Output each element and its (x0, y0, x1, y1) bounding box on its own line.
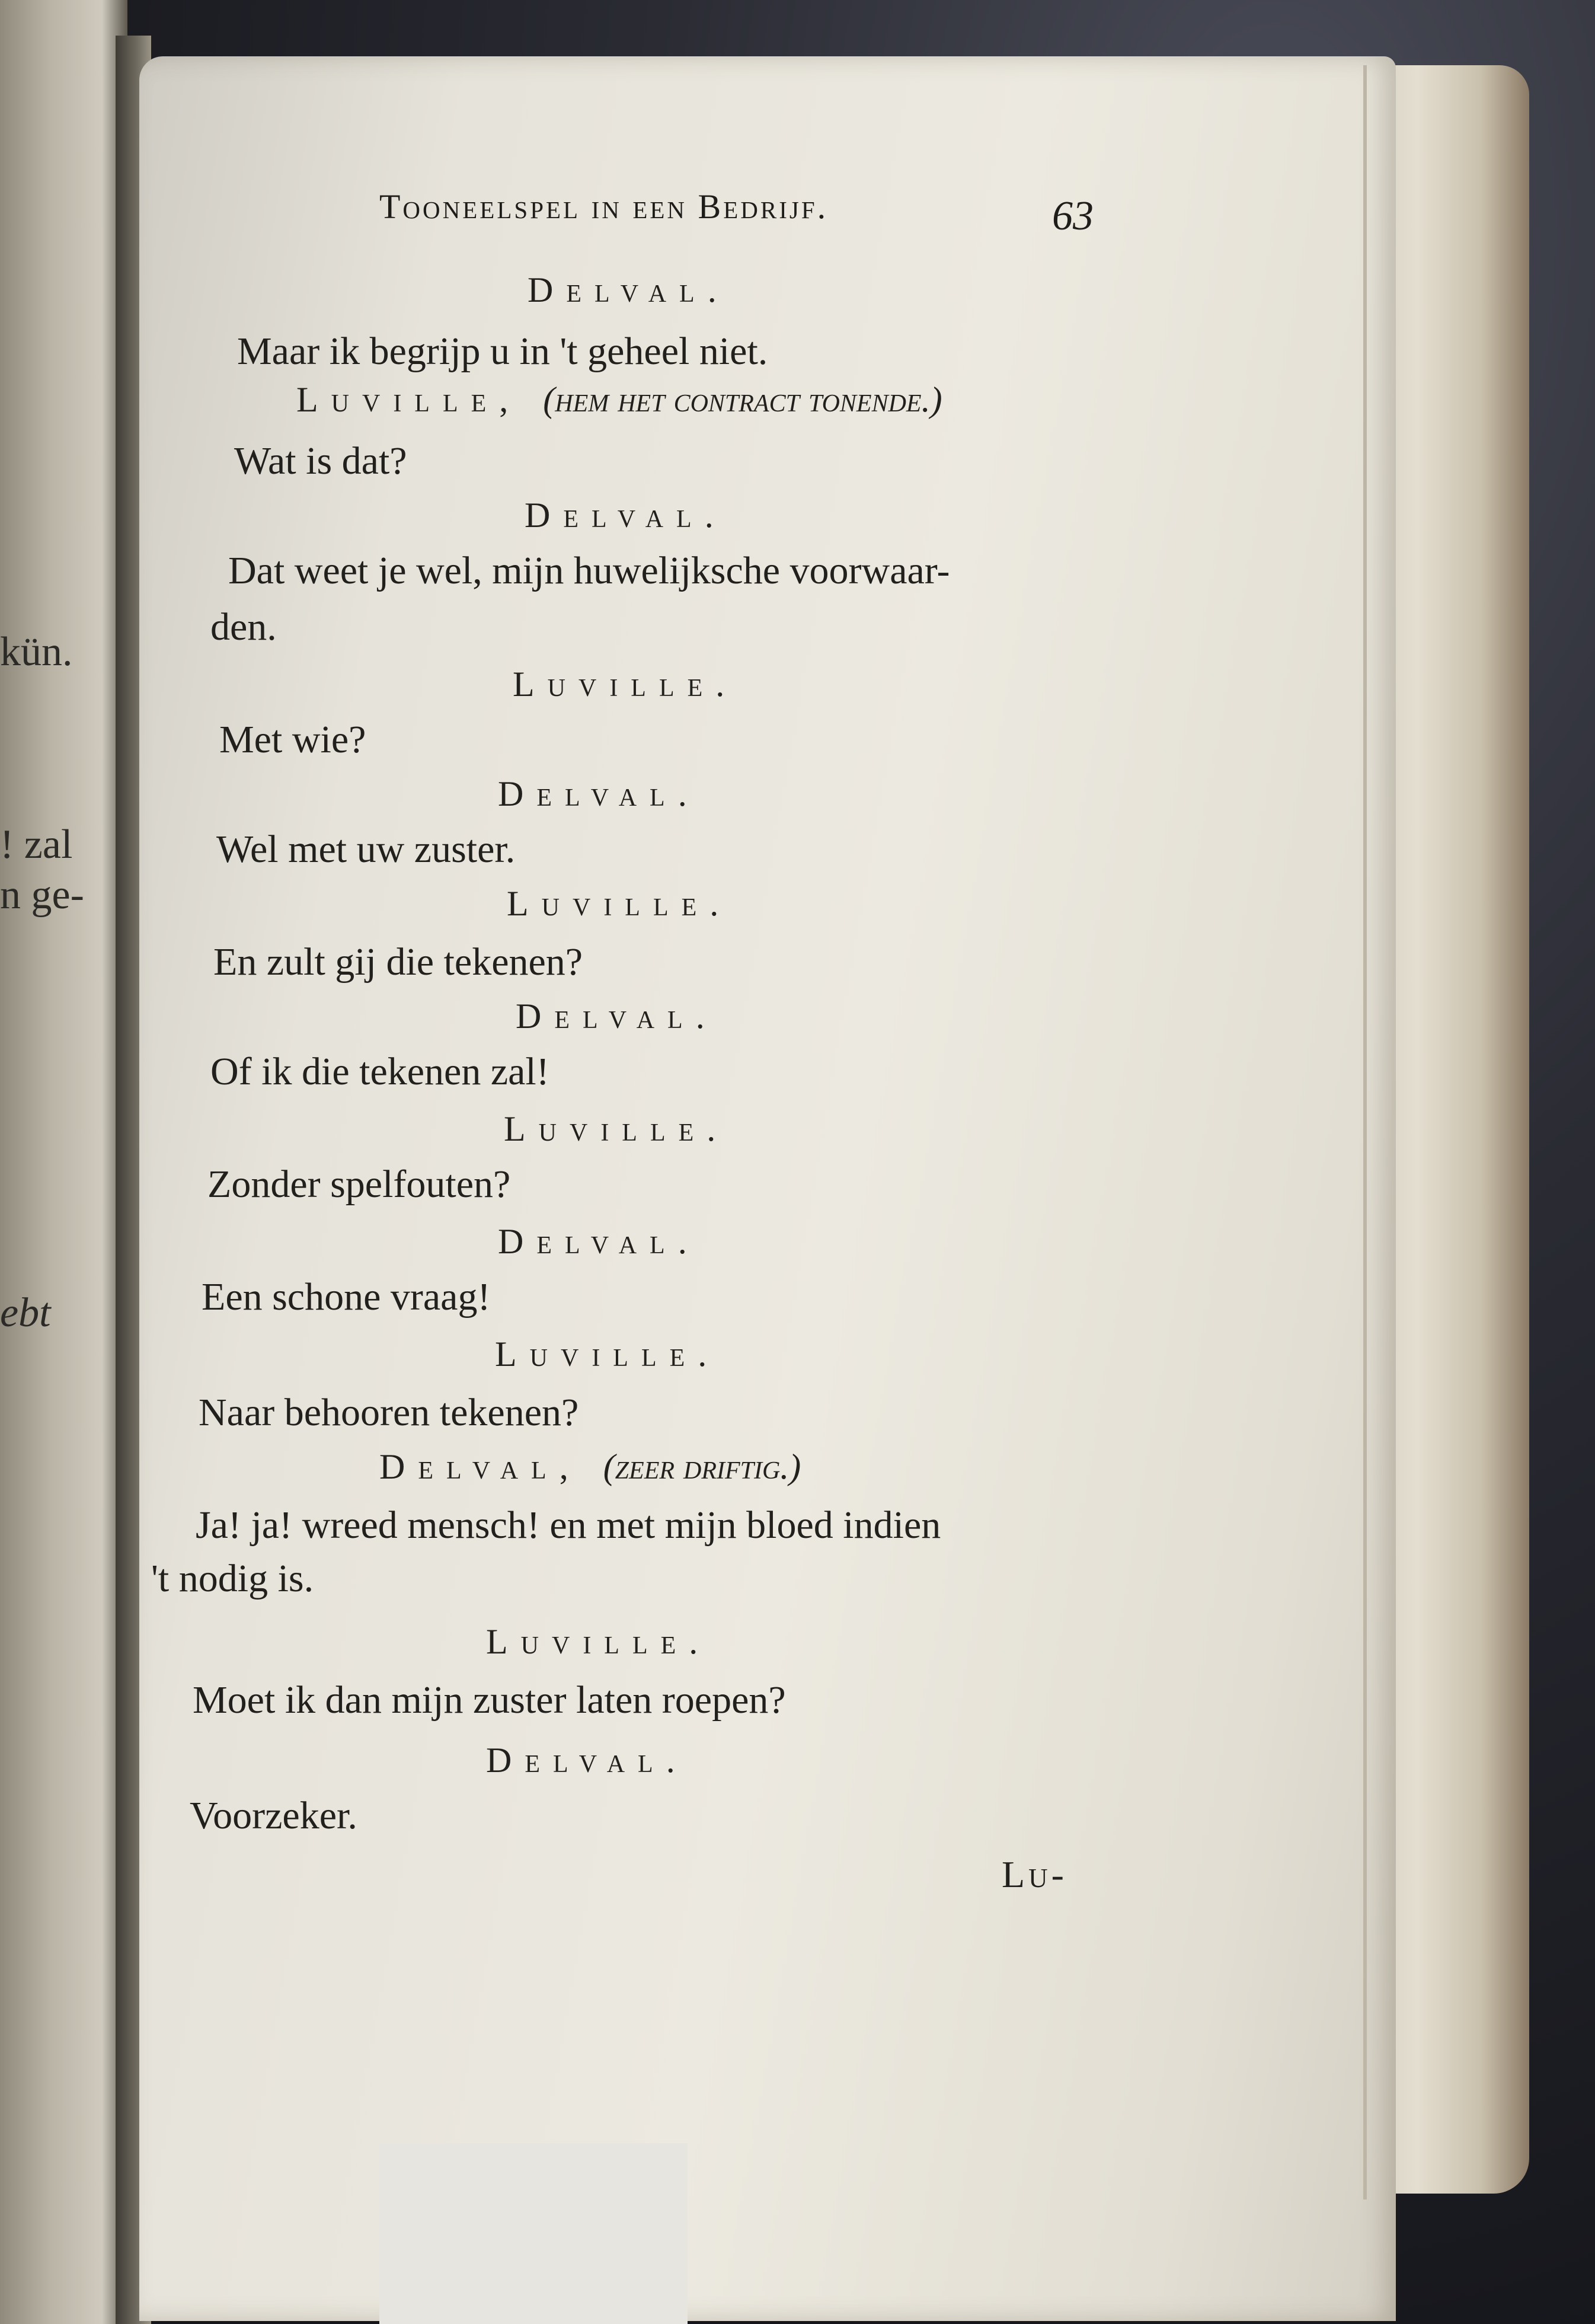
catchword: Lu- (1002, 1853, 1067, 1895)
speaker-name: Delval, (379, 1447, 581, 1486)
dialog-line: Moet ik dan mijn zuster laten roepen? (193, 1678, 786, 1722)
speaker-name: Luville. (507, 884, 732, 923)
dialog-line: Of ik die tekenen zal! (210, 1050, 549, 1093)
page-edge-line (1363, 65, 1367, 2200)
paper-patch (379, 2143, 688, 2324)
dialog-line: Zonder spelfouten? (207, 1163, 511, 1206)
dialog-line: En zult gij die tekenen? (213, 940, 583, 984)
dialog-line: Dat weet je wel, mijn huwelijksche voorwaar- (228, 549, 950, 592)
speaker-name: Delval. (516, 997, 718, 1036)
left-page-fragment: ! zal (0, 822, 73, 867)
dialog-line: Wel met uw zuster. (216, 828, 516, 871)
speaker-name: Luville, (296, 380, 522, 419)
left-page-fragment: ebt (0, 1290, 51, 1336)
dialog-line: Met wie? (219, 718, 366, 761)
dialog-line: 't nodig is. (151, 1557, 314, 1600)
speaker-name: Luville. (486, 1622, 711, 1661)
speaker-name: Delval. (525, 496, 727, 535)
stage-direction: (hem het contract tonende.) (543, 380, 942, 419)
speaker-name: Delval. (486, 1741, 688, 1780)
page-number: 63 (1052, 193, 1094, 239)
dialog-line: Een schone vraag! (202, 1275, 491, 1319)
dialog-line: Ja! ja! wreed mensch! en met mijn bloed indien (196, 1503, 941, 1547)
dialog-line: Wat is dat? (234, 439, 407, 483)
stage-direction: (zeer driftig.) (603, 1447, 801, 1486)
speaker-name: Luville. (504, 1109, 729, 1148)
dialog-line: den. (210, 605, 277, 649)
speaker-name: Luville. (495, 1335, 720, 1374)
speaker-name: Delval. (528, 270, 730, 309)
speaker-name: Delval. (498, 1222, 700, 1261)
left-page-edge (0, 0, 127, 2324)
speaker-with-direction (296, 379, 942, 420)
dialog-line: Maar ik begrijp u in 't geheel niet. (237, 330, 768, 373)
speaker-with-direction (379, 1447, 801, 1487)
running-head: Tooneelspel in een Bedrijf. (379, 187, 829, 226)
left-page-fragment: n ge- (0, 872, 84, 918)
dialog-line: Naar behooren tekenen? (199, 1391, 579, 1434)
speaker-name: Delval. (498, 774, 700, 813)
speaker-name: Luville. (513, 665, 738, 704)
dialog-line: Voorzeker. (190, 1794, 357, 1837)
left-page-fragment: kün. (0, 629, 73, 675)
